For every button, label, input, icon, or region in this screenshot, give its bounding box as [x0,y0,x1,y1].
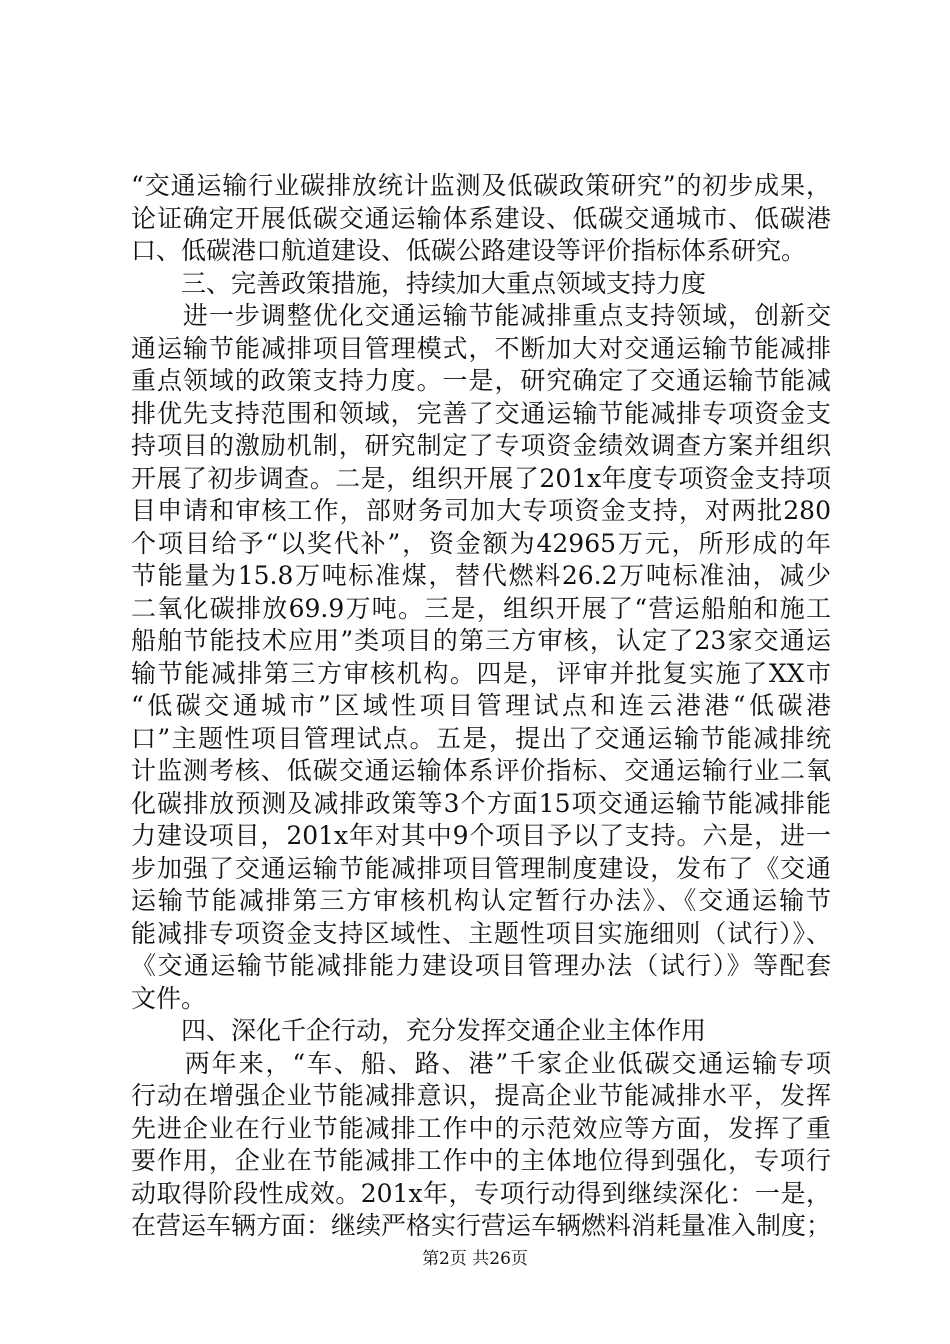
text-line: “低碳交通城市”区域性项目管理试点和连云港港“低碳港 [131,691,831,720]
text-line: 开展了初步调查。二是，组织开展了201x年度专项资金支持项 [131,463,831,493]
text-line: 目申请和审核工作，部财务司加大专项资金支持，对两批280 [131,496,831,525]
text-line: 论证确定开展低碳交通运输体系建设、低碳交通城市、低碳港 [131,203,831,233]
text-line: 要作用，企业在节能减排工作中的主体地位得到强化，专项行 [131,1146,831,1175]
text-line: 行动在增强企业节能减排意识，提高企业节能减排水平，发挥 [131,1081,831,1110]
text-line: 计监测考核、低碳交通运输体系评价指标、交通运输行业二氧 [131,756,831,785]
section-heading-4: 四、深化千企行动，充分发挥交通企业主体作用 [131,1016,707,1045]
text-line: 排优先支持范围和领域，完善了交通运输节能减排专项资金支 [131,398,831,428]
text-line: 个项目给予“以奖代补”，资金额为42965万元，所形成的年 [131,528,831,558]
body-text [131,170,831,1243]
text-line: 持项目的激励机制，研究制定了专项资金绩效调查方案并组织 [131,431,831,460]
text-line: 两年来，“车、船、路、港”千家企业低碳交通运输专项 [131,1048,831,1078]
text-line: 输节能减排第三方审核机构。四是，评审并批复实施了XX市 [131,658,831,688]
text-line: 能减排专项资金支持区域性、主题性项目实施细则（试行）》、 [131,918,831,948]
text-line: 文件。 [131,983,207,1013]
text-line: 在营运车辆方面：继续严格实行营运车辆燃料消耗量准入制度； [131,1211,831,1240]
text-line: 动取得阶段性成效。201x年，专项行动得到继续深化：一是， [131,1178,831,1208]
section-heading-3: 三、完善政策措施，持续加大重点领域支持力度 [131,268,707,298]
text-line: 通运输节能减排项目管理模式，不断加大对交通运输节能减排 [131,333,831,363]
text-line: 力建设项目，201x年对其中9个项目予以了支持。六是，进一 [131,821,831,850]
text-line: “交通运输行业碳排放统计监测及低碳政策研究”的初步成果， [131,171,831,200]
text-line: 进一步调整优化交通运输节能减排重点支持领域，创新交 [131,301,831,330]
text-line: 口”主题性项目管理试点。五是，提出了交通运输节能减排统 [131,723,831,753]
text-line: 化碳排放预测及减排政策等3个方面15项交通运输节能减排能 [131,788,831,818]
text-line: 船舶节能技术应用”类项目的第三方审核，认定了23家交通运 [131,626,831,655]
text-line: 《交通运输节能减排能力建设项目管理办法（试行）》等配套 [131,951,831,980]
text-line: 二氧化碳排放69.9万吨。三是，组织开展了“营运船舶和施工 [131,593,831,623]
text-line: 节能量为15.8万吨标准煤，替代燃料26.2万吨标准油，减少 [131,561,831,590]
page-footer: 第2页 共26页 [422,1249,528,1269]
text-line: 步加强了交通运输节能减排项目管理制度建设，发布了《交通 [131,853,831,883]
text-line: 运输节能减排第三方审核机构认定暂行办法》、《交通运输节 [131,886,831,915]
text-line: 口、低碳港口航道建设、低碳公路建设等评价指标体系研究。 [131,236,807,265]
text-line: 先进企业在行业节能减排工作中的示范效应等方面，发挥了重 [131,1113,831,1143]
text-line: 重点领域的政策支持力度。一是，研究确定了交通运输节能减 [131,366,831,395]
